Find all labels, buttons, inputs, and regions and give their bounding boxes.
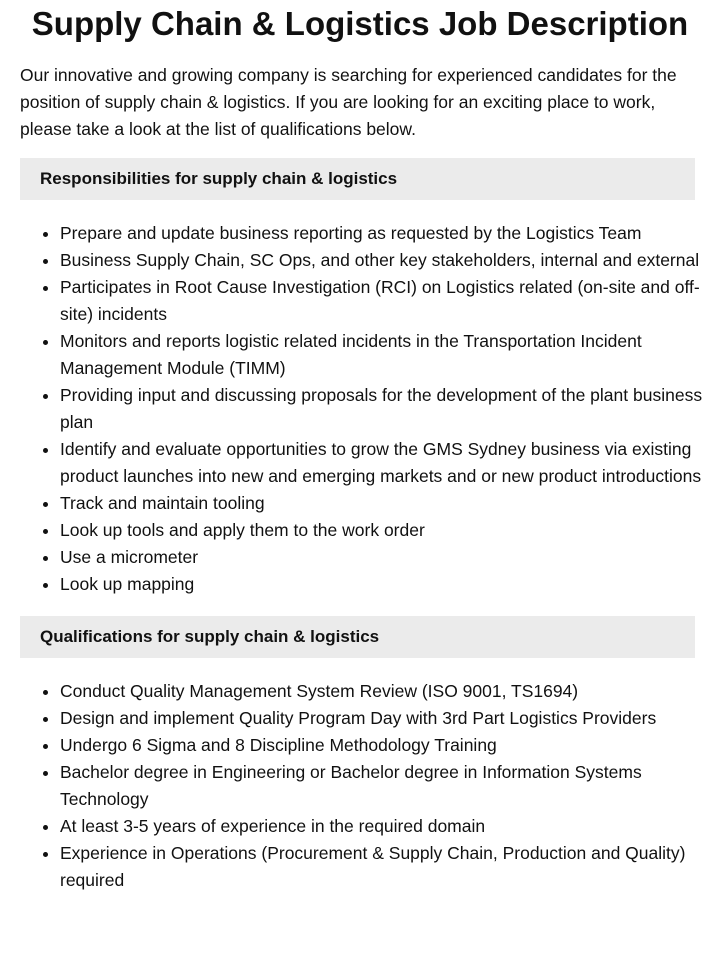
responsibilities-heading: Responsibilities for supply chain & logistics (20, 158, 695, 200)
list-item: • Undergo 6 Sigma and 8 Discipline Methodology Training (60, 732, 710, 759)
page-title: Supply Chain & Logistics Job Description (31, 5, 689, 42)
responsibilities-list (20, 220, 710, 598)
qualifications-heading: Qualifications for supply chain & logistics (20, 616, 695, 658)
list-item: • Prepare and update business reporting as requested by the Logistics Team (60, 220, 710, 247)
list-item: • Look up mapping (60, 571, 710, 598)
list-item: • Experience in Operations (Procurement & Supply Chain, Production and Quality) required (60, 840, 710, 894)
list-item: • Design and implement Quality Program Day with 3rd Part Logistics Providers (60, 705, 710, 732)
list-item: • Bachelor degree in Engineering or Bachelor degree in Information Systems Technology (60, 759, 710, 813)
qualifications-list (20, 678, 710, 894)
list-item: • Providing input and discussing proposals for the development of the plant business plan (60, 382, 710, 436)
list-item: • Participates in Root Cause Investigation (RCI) on Logistics related (on-site and off-site) incidents (60, 274, 710, 328)
list-item: • Identify and evaluate opportunities to grow the GMS Sydney business via existing product launches into new and emerging markets and or new product introductions (60, 436, 710, 490)
list-item: • Monitors and reports logistic related incidents in the Transportation Incident Management Module (TIMM) (60, 328, 710, 382)
list-item: • Track and maintain tooling (60, 490, 710, 517)
list-item: • Use a micrometer (60, 544, 710, 571)
list-item: • Conduct Quality Management System Review (ISO 9001, TS1694) (60, 678, 710, 705)
list-item: • Look up tools and apply them to the work order (60, 517, 710, 544)
list-item: • Business Supply Chain, SC Ops, and other key stakeholders, internal and external (60, 247, 710, 274)
intro-text: Our innovative and growing company is searching for experienced candidates for the position of supply chain & logistics. If you are looking for an exciting place to work, please take a look at the list of qualifications below. (20, 65, 677, 139)
list-item: • At least 3-5 years of experience in the required domain (60, 813, 710, 840)
